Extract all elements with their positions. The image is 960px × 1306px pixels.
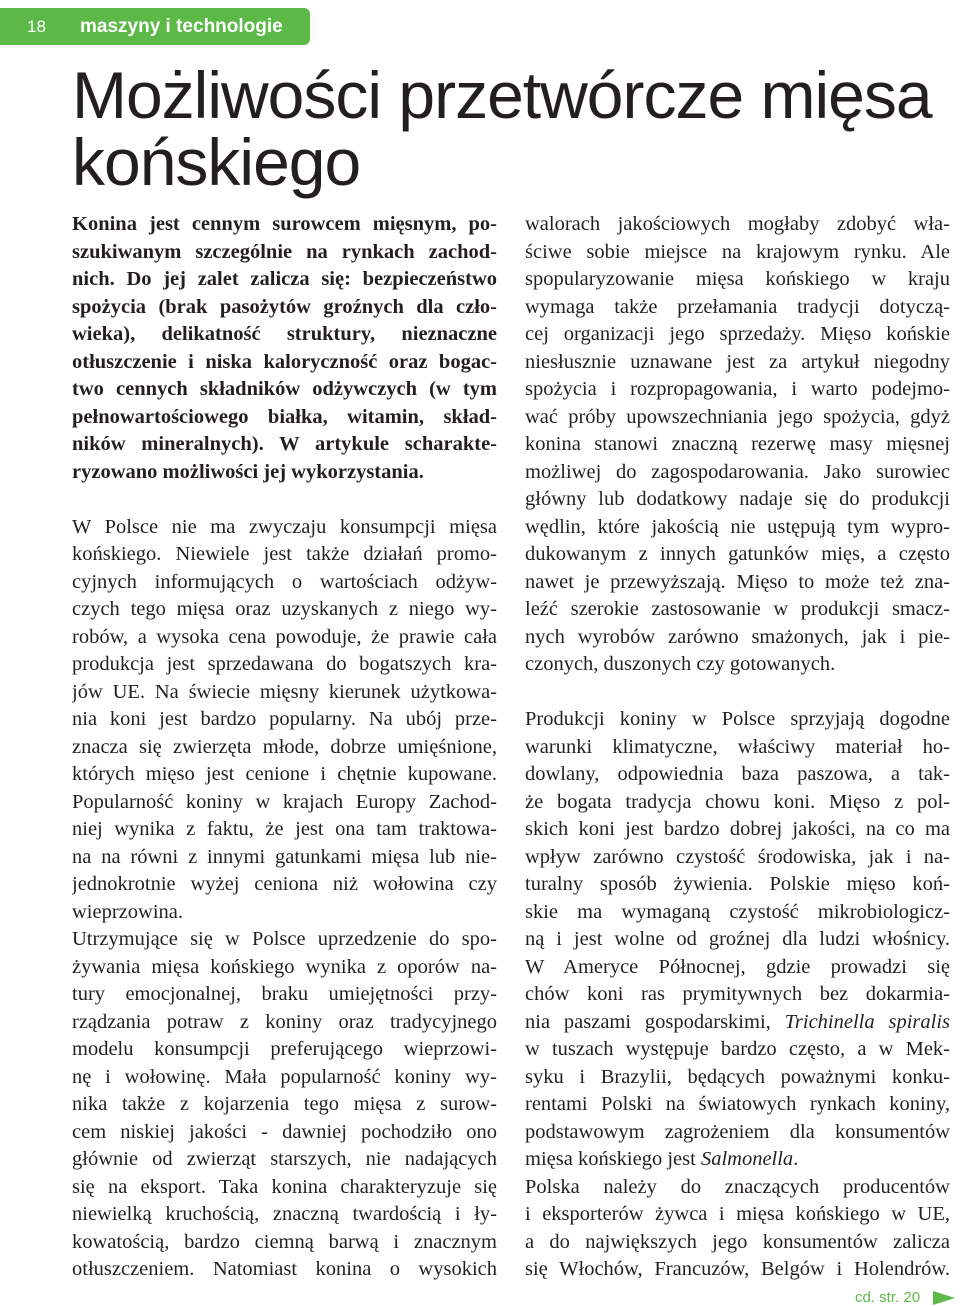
text-line: skich koni jest bardzo dobrej jakości, na co ma (525, 818, 950, 840)
italic-text: Trichinella spiralis (784, 1010, 950, 1033)
text-line: wieka), delikatność struktury, nieznaczne (72, 323, 497, 345)
text-line: nia koni jest bardzo popularny. Na ubój prze- (72, 708, 497, 730)
text-line: że bogata tradycja chowu koni. Mięso z pol- (525, 790, 950, 813)
text-line: w tuszach występuje bardzo często, a w Mek- (525, 1038, 950, 1060)
text-line: walorach jakościowych mogłaby zdobyć wła- (525, 213, 950, 235)
text-line: W Polsce nie ma zwyczaju konsumpcji mięsa (72, 515, 497, 538)
text-line: nę i wołowinę. Mała popularność koniny wy- (72, 1065, 497, 1088)
body-paragraph (525, 211, 950, 679)
left-column (72, 211, 497, 1284)
text-line: niewielką kruchością, znaczną twardością i ły- (72, 1203, 497, 1225)
text-line: się Włochów, Francuzów, Belgów i Holendrów. (525, 1258, 950, 1280)
text-line: dowlany, odpowiednia baza paszowa, a tak- (525, 763, 950, 785)
text-line: tury emocjonalnej, braku umiejętności przy- (72, 983, 497, 1005)
text-line: wymaga także przełamania tradycji dotyczą- (525, 295, 950, 318)
text-line: syku i Brazylii, będących poważnymi konku- (525, 1065, 950, 1088)
text-line: główny lub dodatkowy nadaje się do produkcji (525, 488, 950, 510)
text-line: cej organizacji jego sprzedaży. Mięso końskie (525, 323, 950, 345)
text-line: Konina jest cennym surowcem mięsnym, po- (72, 213, 497, 235)
text-line: możliwej do zagospodarowania. Jako surowiec (525, 460, 950, 483)
text-line: spopularyzowanie mięsa końskiego w kraju (525, 268, 950, 290)
text-line: ną i jest wolne od groźnej dla ludzi włośnicy. (525, 928, 950, 950)
body-paragraph (72, 926, 497, 1284)
text-line: pełnowartościowego białka, witamin, skład- (72, 405, 497, 428)
text-line: skie ma wymaganą czystość mikrobiologicz- (525, 900, 950, 923)
text-line (525, 1009, 950, 1037)
text-line: na na równi z innymi gatunkami mięsa lub nie- (72, 845, 497, 868)
text-line: niej wynika z faktu, że jest ona tam traktowa- (72, 818, 497, 840)
text-line: czych tego mięsa oraz uzyskanych z niego wy- (72, 598, 497, 620)
text-line: niesłusznie uznawane jest za artykuł niegodny (525, 350, 950, 373)
text-line: W Ameryce Północnej, gdzie prowadzi się (525, 955, 950, 978)
text-line: rządzania potraw z koniny oraz tradycyjnego (72, 1010, 497, 1033)
triangle-right-icon (933, 1291, 955, 1305)
lead-paragraph (72, 211, 497, 486)
text-line: których mięso jest cenione i chętnie kupowane. (72, 763, 497, 785)
text-line: spożycia (brak pasożytów groźnych dla czło- (72, 295, 497, 318)
title-line: Możliwości przetwórcze mięsa (72, 58, 932, 132)
continued-on-page-label: cd. str. 20 (855, 1289, 921, 1306)
text-line: czonych, duszonych czy gotowanych. (525, 653, 836, 675)
italic-text: Salmonella (700, 1148, 794, 1170)
body-paragraph (72, 514, 497, 927)
text-line: cyjnych informujących o wartościach odżyw- (72, 570, 497, 593)
text-line: ściwe sobie miejsce na krajowym rynku. Ale (525, 240, 950, 263)
text-line: żywania mięsa końskiego wynika z oporów na- (72, 955, 497, 978)
text-line: Produkcji koniny w Polsce sprzyjają dogodne (525, 708, 950, 730)
text-line: produkcja jest sprzedawana do bogatszych kra- (72, 653, 497, 675)
text-line: znacza się zwierzęta młode, dobrze umięśnione, (72, 735, 497, 758)
text-line: podstawowym zagrożeniem dla konsumentów (525, 1120, 950, 1143)
text-segment: . (793, 1148, 799, 1170)
text-line: nich. Do jej zalet zalicza się: bezpieczeństwo (72, 268, 497, 290)
page-number: 18 (27, 17, 46, 36)
article-title (72, 58, 952, 199)
title-line: końskiego (72, 125, 361, 199)
text-line: nawet je przewyższają. Mięso to może też zna- (525, 570, 950, 593)
text-line: konina stanowi znaczną rezerwę masy mięsnej (525, 433, 950, 455)
section-label: maszyny i technologie (80, 16, 283, 37)
text-line: otłuszczenie i niska kaloryczność oraz bogac- (72, 350, 497, 373)
body-paragraph (525, 706, 950, 1174)
text-line: a do największych jego konsumentów zalicza (525, 1230, 950, 1253)
text-line: leźć szerokie zastosowanie w produkcji smacz- (525, 598, 950, 620)
right-column (525, 211, 950, 1284)
text-line: i eksporterów żywca i mięsa końskiego w UE, (525, 1203, 950, 1225)
text-line: nika także z kojarzenia tego mięsa z surow- (72, 1093, 497, 1115)
text-line: cem niskiej jakości - dawniej pochodziło ono (72, 1120, 497, 1143)
text-line: ników mineralnych). W artykule scharakte- (72, 433, 497, 455)
text-line: wędlin, które jakością nie ustępują tym wypro- (525, 515, 950, 538)
text-line: wieprzowina. (72, 900, 183, 923)
text-line: końskiego. Niewiele jest także działań promo- (72, 543, 497, 565)
body-paragraph (525, 1174, 950, 1284)
text-line: dukowanym z innych gatunków mięs, a często (525, 543, 950, 565)
text-line: głównie od zwierząt starszych, nie nadających (72, 1148, 497, 1170)
text-line: się na eksport. Taka konina charakteryzuje się (72, 1175, 497, 1198)
text-line: jów UE. Na świecie mięsny kierunek użytkowa- (72, 680, 497, 703)
text-line: rentami Polski na światowych rynkach koniny, (525, 1093, 950, 1115)
text-line: Popularność koniny w krajach Europy Zachod- (72, 790, 497, 813)
text-line: otłuszczeniem. Natomiast konina o wysokich (72, 1258, 497, 1280)
text-line: ryzowano możliwości jej wykorzystania. (72, 460, 424, 483)
text-segment: mięsa końskiego jest (525, 1148, 701, 1170)
text-line: spożycia i rozpropagowania, i warto podejmo- (525, 378, 950, 400)
text-line: Polska należy do znaczących producentów (525, 1175, 950, 1198)
text-line: kowatością, bardzo ciemną barwą i znacznym (72, 1230, 497, 1253)
text-line: warunki klimatyczne, właściwy materiał ho- (525, 735, 950, 758)
text-segment: nia paszami gospodarskimi, (525, 1010, 785, 1033)
text-line (525, 1146, 950, 1174)
text-line: two cennych składników odżywczych (w tym (72, 378, 497, 400)
text-line: chów koni ras prymitywnych bez dokarmia- (525, 983, 950, 1005)
text-line: robów, a wysoka cena powoduje, że prawie cała (72, 625, 497, 648)
section-tab (0, 8, 310, 45)
text-line: nych wyrobów zarówno smażonych, jak i pie- (525, 625, 950, 648)
text-line: jednokrotnie wyżej ceniona niż wołowina czy (72, 873, 497, 895)
text-line: szukiwanym szczególnie na rynkach zachod- (72, 240, 497, 263)
text-line: Utrzymujące się w Polsce uprzedzenie do spo- (72, 928, 497, 950)
text-line: wpływ zarówno czystość środowiska, jak i na- (525, 845, 950, 868)
text-line: wać próby upowszechniania jego spożycia, gdyż (525, 405, 950, 428)
text-line: modelu konsumpcji preferującego wieprzowi- (72, 1038, 497, 1060)
text-line: turalny sposób żywienia. Polskie mięso koń- (525, 873, 950, 895)
